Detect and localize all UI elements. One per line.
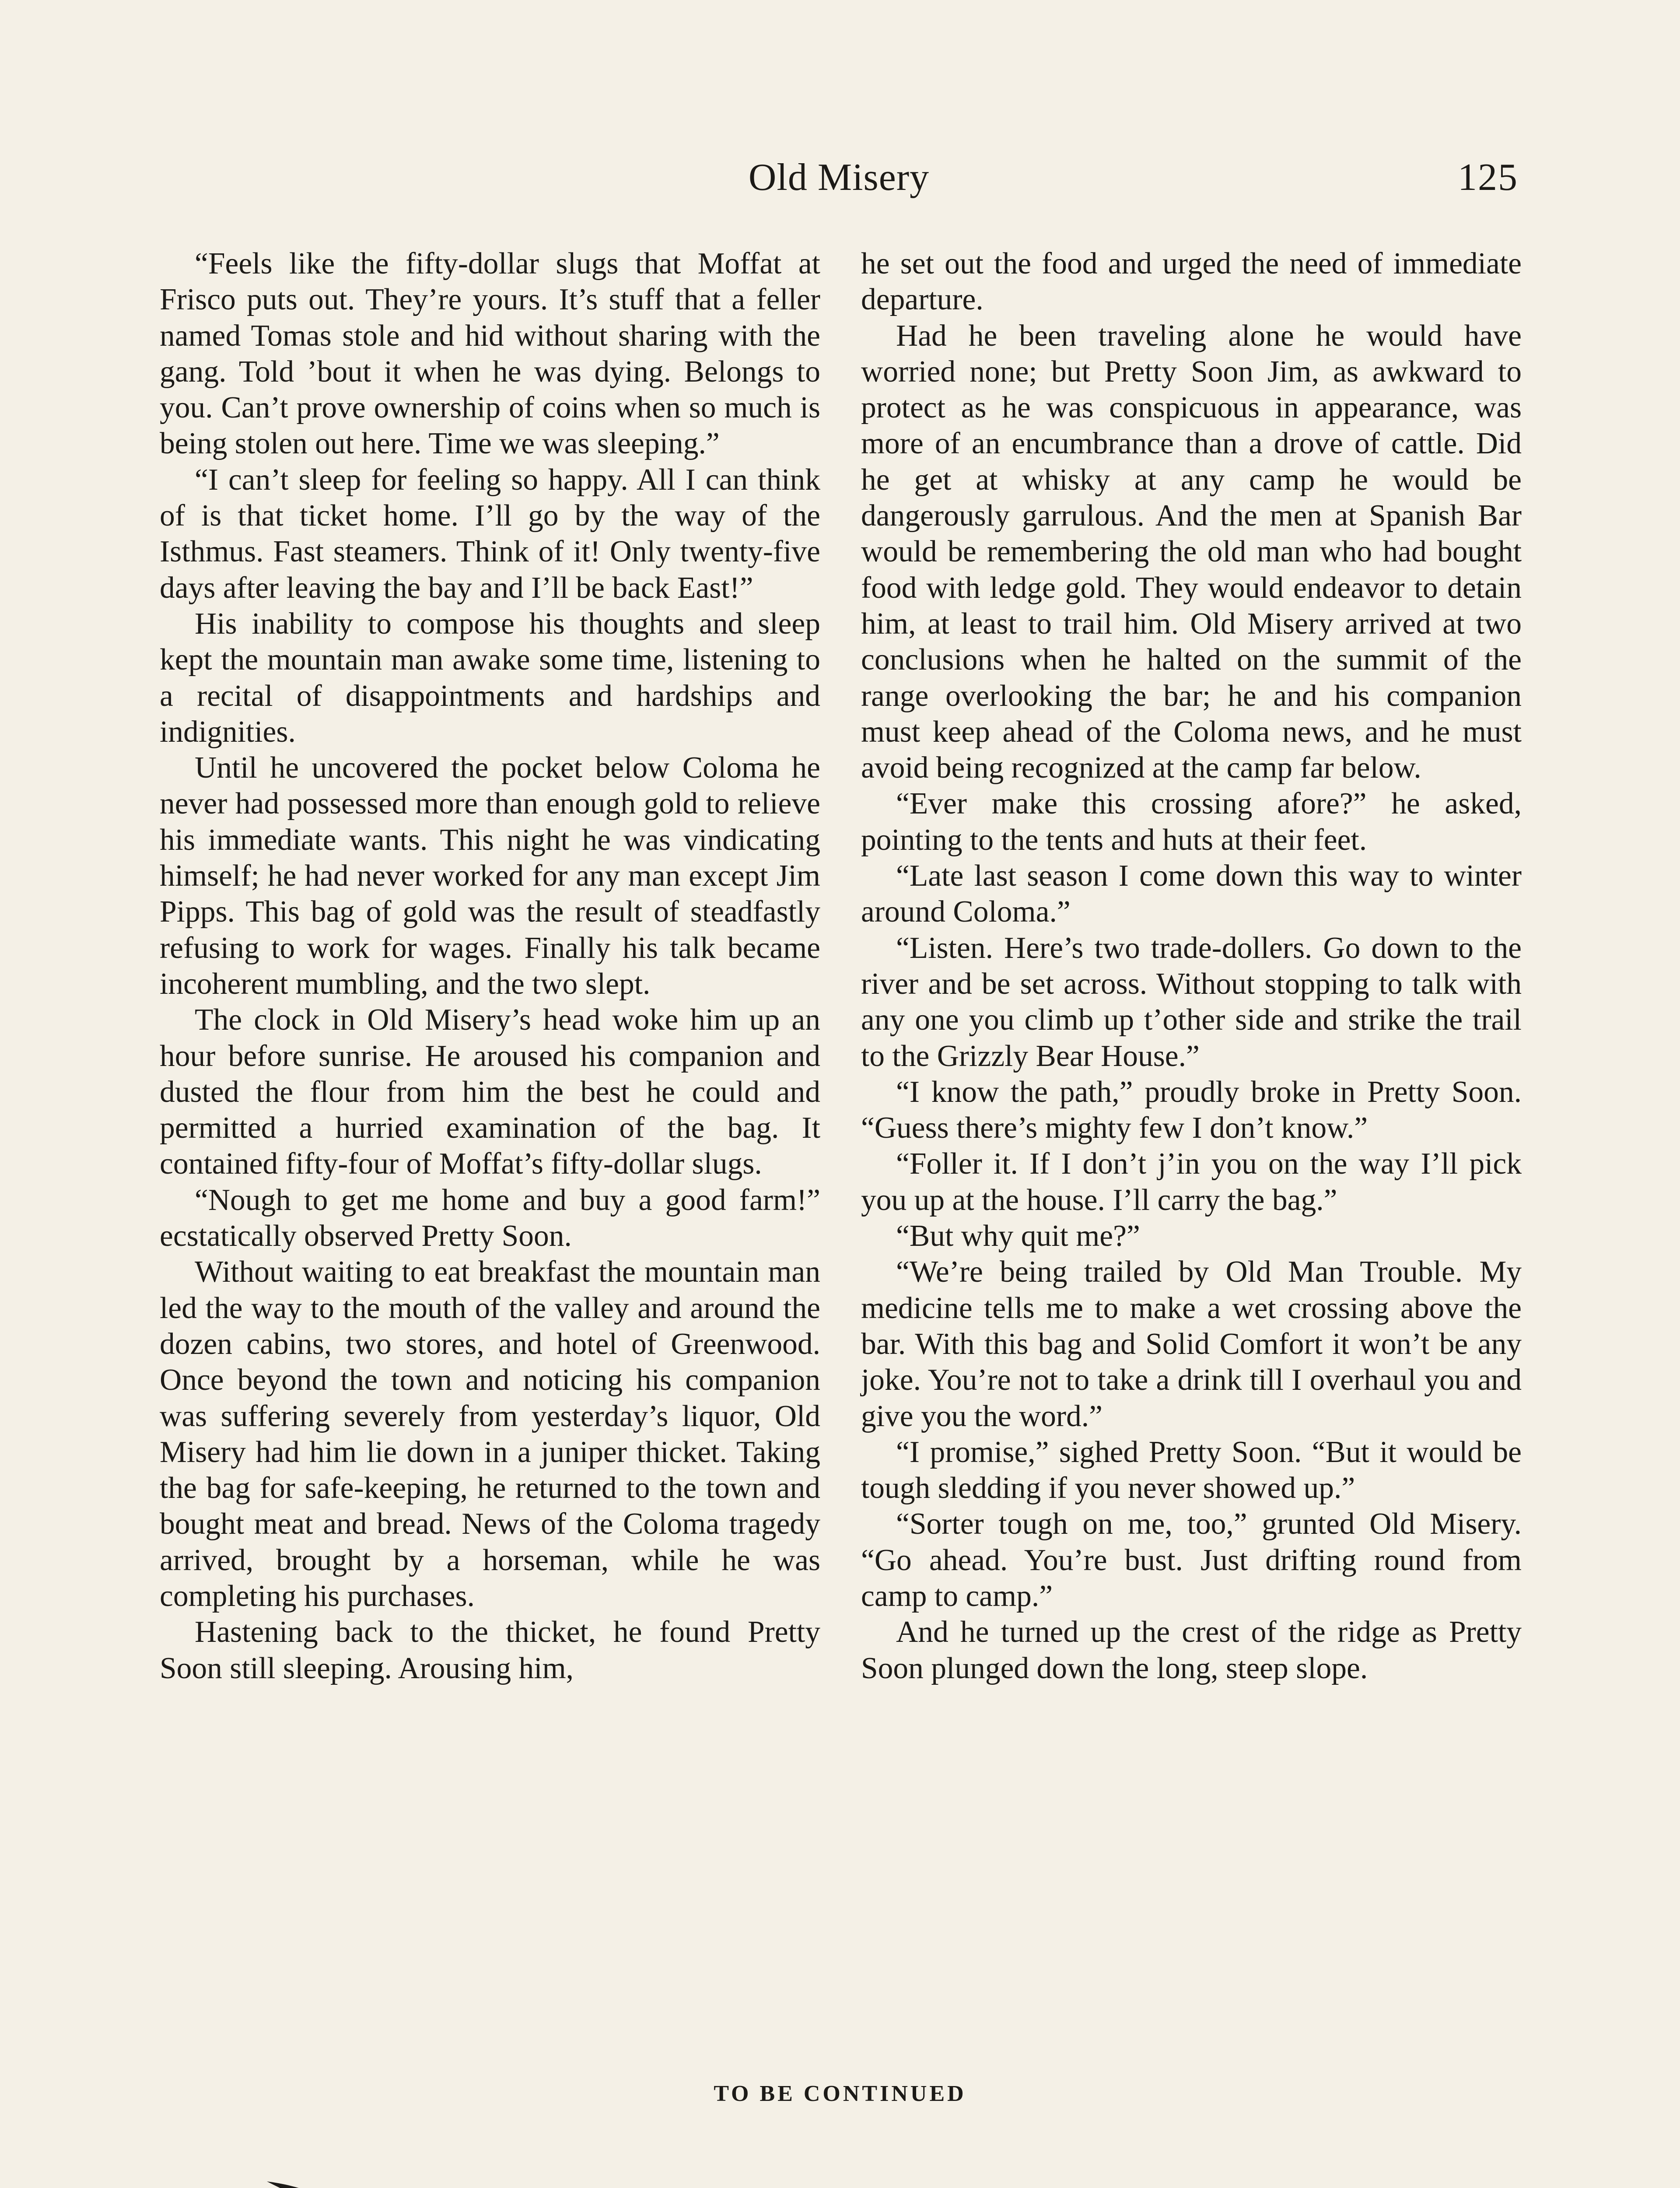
paragraph: “I can’t sleep for feeling so happy. All I can think of is that ticket home. I’ll go by the way of the Isthmus. Fast steamers. Think of it! Only twenty-five days after leaving the bay and I’ll be back East!”: [160, 463, 820, 605]
paragraph: “I promise,” sighed Pretty Soon. “But it would be tough sledding if you never showed up.”: [861, 1435, 1522, 1505]
left-column: [160, 246, 820, 1687]
paragraph: “Listen. Here’s two trade-dollers. Go down to the river and be set across. Without stopping to talk with any one you climb up t’other side and strike the trail to the Grizzly Bear House.”: [861, 931, 1522, 1073]
paragraph: “We’re being trailed by Old Man Trouble. My medicine tells me to make a wet crossing above the bar. With this bag and Solid Comfort it won’t be any joke. You’re not to take a drink till I overhaul you and give you the word.”: [861, 1255, 1522, 1433]
paragraph: Until he uncovered the pocket below Coloma he never had possessed more than enough gold to relieve his immediate wants. This night he was vindicating himself; he had never worked for any man except Jim Pipps. This bag of gold was the result of steadfastly refusing to work for wages. Finally his talk became incoherent mumbling, and the two slept.: [160, 751, 820, 1001]
paragraph: Without waiting to eat breakfast the mountain man led the way to the mouth of the valley and around the dozen cabins, two stores, and hotel of Greenwood. Once beyond the town and noticing his companion was suffering severely from yesterday’s liquor, Old Misery had him lie down in a juniper thicket. Taking the bag for safe-keeping, he returned to the town and bought meat and bread. News of the Coloma tragedy arrived, brought by a horseman, while he was completing his purchases.: [160, 1255, 820, 1613]
arrow-ornament-icon: [162, 2181, 1522, 2188]
paragraph: And he turned up the crest of the ridge as Pretty Soon plunged down the long, steep slope.: [861, 1615, 1522, 1685]
paragraph: “Nough to get me home and buy a good farm!” ecstatically observed Pretty Soon.: [160, 1183, 820, 1253]
page-header: [160, 155, 1518, 212]
paragraph: “I know the path,” proudly broke in Pretty Soon. “Guess there’s mighty few I don’t know.”: [861, 1075, 1522, 1145]
paragraph-continuation: he set out the food and urged the need of immediate departure.: [861, 247, 1522, 317]
paragraph: His inability to compose his thoughts and sleep kept the mountain man awake some time, listening to a recital of disappointments and hardships and indignities.: [160, 607, 820, 749]
to-be-continued: TO BE CONTINUED: [714, 2081, 966, 2106]
paragraph: Had he been traveling alone he would have worried none; but Pretty Soon Jim, as awkward to protect as he was conspicuous in appearance, was more of an encumbrance than a drove of cattle. Did he get at whisky at any camp he would be dangerously garrulous. And the men at Spanish Bar would be remembering the old man who had bought food with ledge gold. They would endeavor to detain him, at least to trail him. Old Misery arrived at two conclusions when he halted on the summit of the range overlooking the bar; he and his companion must keep ahead of the Coloma news, and he must avoid being recognized at the camp far below.: [861, 319, 1522, 785]
page-number: 125: [1458, 156, 1518, 199]
right-column: [861, 246, 1522, 1687]
page-title: Old Misery: [748, 156, 930, 199]
paragraph: Hastening back to the thicket, he found Pretty Soon still sleeping. Arousing him,: [160, 1615, 820, 1685]
paragraph: The clock in Old Misery’s head woke him up an hour before sunrise. He aroused his companion and dusted the flour from him the best he could and permitted a hurried examination of the bag. It contained fifty-four of Moffat’s fifty-dollar slugs.: [160, 1003, 820, 1181]
paragraph: “Foller it. If I don’t j’in you on the way I’ll pick you up at the house. I’ll carry the bag.”: [861, 1147, 1522, 1217]
paragraph: “Feels like the fifty-dollar slugs that Moffat at Frisco puts out. They’re yours. It’s stuff that a feller named Tomas stole and hid without sharing with the gang. Told ’bout it when he was dying. Belongs to you. Can’t prove ownership of coins when so much is being stolen out here. Time we was sleeping.”: [160, 247, 820, 461]
paragraph: “Late last season I come down this way to winter around Coloma.”: [861, 859, 1522, 929]
paragraph: “Sorter tough on me, too,” grunted Old Misery. “Go ahead. You’re bust. Just drifting round from camp to camp.”: [861, 1507, 1522, 1613]
paragraph: “Ever make this crossing afore?” he asked, pointing to the tents and huts at their feet.: [861, 787, 1522, 857]
paragraph: “But why quit me?”: [896, 1219, 1140, 1253]
